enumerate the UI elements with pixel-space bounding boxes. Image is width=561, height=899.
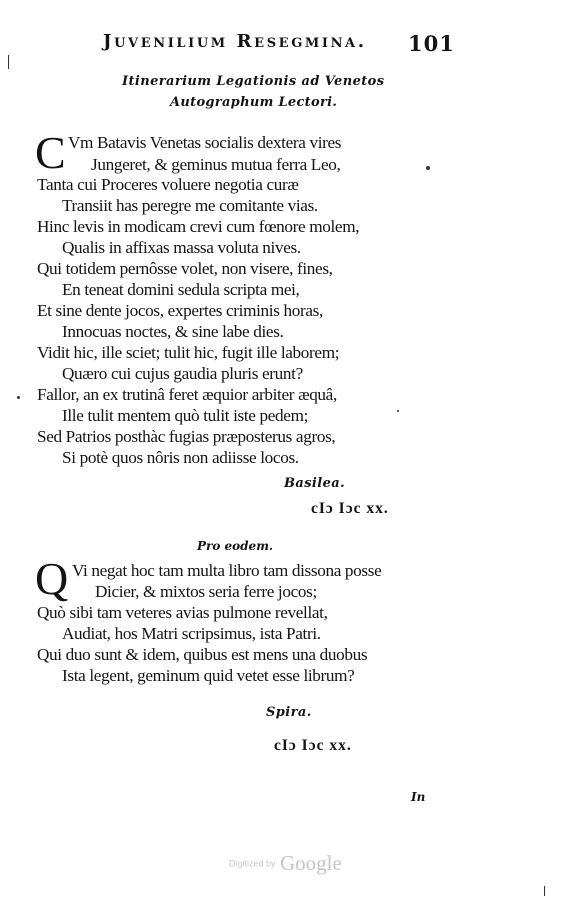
place-name: Spira. [266,705,312,720]
verse-line: Et sine dente jocos, expertes criminis horas, [37,301,323,320]
verse-line: Tanta cui Proceres voluere negotia curæ [37,175,299,194]
verse-line: Quò sibi tam veteres avias pulmone revellat, [37,603,328,622]
verse-line: Hinc levis in modicam crevi cum fœnore molem, [37,217,360,236]
verse-line: Fallor, an ex trutinâ feret æquior arbiter æquâ, [37,385,337,404]
verse-line: Vi negat hoc tam multa libro tam dissona posse [72,561,382,580]
poem-subtitle: Autographum Lectori. [170,95,338,110]
verse-line: Innocuas noctes, & sine labe dies. [62,322,284,341]
verse-line: En teneat domini sedula scripta mei, [62,280,300,299]
verse-line: Transiit has peregre me comitante vias. [62,196,318,215]
verse-line: Ista legent, geminum quid vetet esse librum? [62,666,355,685]
place-name: Basilea. [284,476,346,491]
poem-title: Itinerarium Legationis ad Venetos [122,74,385,89]
verse-line: Si potè quos nôris non adiisse locos. [62,448,299,467]
verse-line: Qualis in affixas massa voluta nives. [62,238,301,257]
ink-dot [426,166,430,170]
ink-dot [397,410,399,412]
drop-cap: Q [35,553,69,604]
verse-line: Audiat, hos Matri scripsimus, ista Patri. [62,624,321,643]
digitization-watermark [229,851,342,876]
verse-line: Sed Patrios posthàc fugias præposterus agros, [37,427,336,446]
margin-mark [544,886,545,896]
verse-line: Qui totidem pernôsse volet, non visere, fines, [37,259,333,278]
margin-mark [8,55,9,69]
running-head: Juvenilium Resegmina. [103,31,367,52]
verse-line: Jungeret, & geminus mutua ferra Leo, [91,155,341,174]
verse-line: Ille tulit mentem quò tulit iste pedem; [62,406,309,425]
page-number: 101 [408,31,455,56]
date-line: cIɔ Iɔc xx. [274,737,352,754]
poem-title: Pro eodem. [197,539,274,553]
verse-line: Quæro cui cujus gaudia pluris erunt? [62,364,303,383]
watermark-logo: Google [279,851,342,875]
ink-dot [17,396,20,399]
verse-line: Vm Batavis Venetas socialis dextera vires [68,133,342,152]
verse-line: Dicier, & mixtos seria ferre jocos; [95,582,317,601]
verse-line: Vidit hic, ille sciet; tulit hic, fugit ille laborem; [37,343,340,362]
verse-line: Qui duo sunt & idem, quibus est mens una duobus [37,645,368,664]
date-line: cIɔ Iɔc xx. [311,500,389,517]
drop-cap: C [35,127,66,178]
catchword: In [411,790,426,804]
watermark-prefix: Digitized by [229,858,276,869]
